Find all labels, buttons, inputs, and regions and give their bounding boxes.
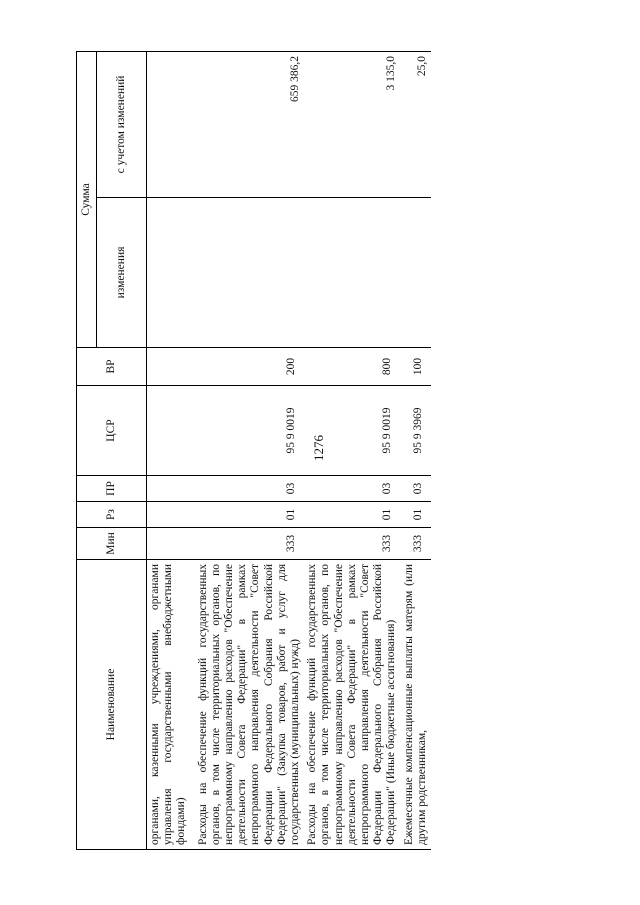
row-csr: 95 9 0019 xyxy=(195,386,305,476)
row-name: Ежемесячные компенсационные выплаты матерям (или другим родственникам, xyxy=(401,560,431,850)
row-vr: 800 xyxy=(304,348,400,386)
row-vr xyxy=(147,348,195,386)
page-number: 1276 xyxy=(311,435,326,461)
table-row xyxy=(195,51,305,849)
row-rz: 01 xyxy=(195,502,305,528)
row-min: 333 xyxy=(401,528,431,560)
row-min: 333 xyxy=(304,528,400,560)
row-name: органами, казенными учреждениями, органами управления государственными внебюджетными фондами) xyxy=(147,560,195,850)
header-min: Мин xyxy=(77,528,147,560)
header-pr: ПР xyxy=(77,476,147,502)
header-csr: ЦСР xyxy=(77,386,147,476)
row-min xyxy=(147,528,195,560)
row-csr: 95 9 3969 xyxy=(401,386,431,476)
row-changes xyxy=(304,198,400,348)
row-rz: 01 xyxy=(401,502,431,528)
row-with-changes: 25,0 xyxy=(401,51,431,197)
header-with-changes: с учетом изменений xyxy=(97,51,147,197)
row-with-changes xyxy=(147,51,195,197)
table-row xyxy=(147,51,195,849)
row-changes xyxy=(195,198,305,348)
row-pr: 03 xyxy=(195,476,305,502)
budget-table-sheet xyxy=(76,52,598,850)
row-pr: 03 xyxy=(304,476,400,502)
row-vr: 200 xyxy=(195,348,305,386)
table-row xyxy=(304,51,400,849)
row-rz xyxy=(147,502,195,528)
header-summa: Сумма xyxy=(77,51,97,347)
row-pr xyxy=(147,476,195,502)
row-rz: 01 xyxy=(304,502,400,528)
row-vr: 100 xyxy=(401,348,431,386)
table-row xyxy=(401,51,431,849)
row-csr xyxy=(147,386,195,476)
header-changes: изменения xyxy=(97,198,147,348)
row-changes xyxy=(401,198,431,348)
row-with-changes: 659 386,2 xyxy=(195,51,305,197)
row-min: 333 xyxy=(195,528,305,560)
header-name: Наименование xyxy=(77,560,147,850)
budget-table xyxy=(76,51,431,850)
row-changes xyxy=(147,198,195,348)
row-name: Расходы на обеспечение функций государственных органов, в том числе территориальных органов, по непрограммному направлению расходов "Обеспечение деятельности Совета Федерации" в рамках непрограммного направления деятельности "Совет Федерации Федерального Собрания Российской Федерации" (Иные бюджетные ассигнования) xyxy=(304,560,400,850)
row-csr: 95 9 0019 xyxy=(304,386,400,476)
row-pr: 03 xyxy=(401,476,431,502)
row-with-changes: 3 135,0 xyxy=(304,51,400,197)
header-vr: ВР xyxy=(77,348,147,386)
header-rz: Рз xyxy=(77,502,147,528)
row-name: Расходы на обеспечение функций государственных органов, в том числе территориальных органов, по непрограммному направлению расходов "Обеспечение деятельности Совета Федерации" в рамках непрограммного направления деятельности "Совет Федерации Федерального Собрания Российской Федерации" (Закупка товаров, работ и услуг для государственных (муниципальных) нужд) xyxy=(195,560,305,850)
